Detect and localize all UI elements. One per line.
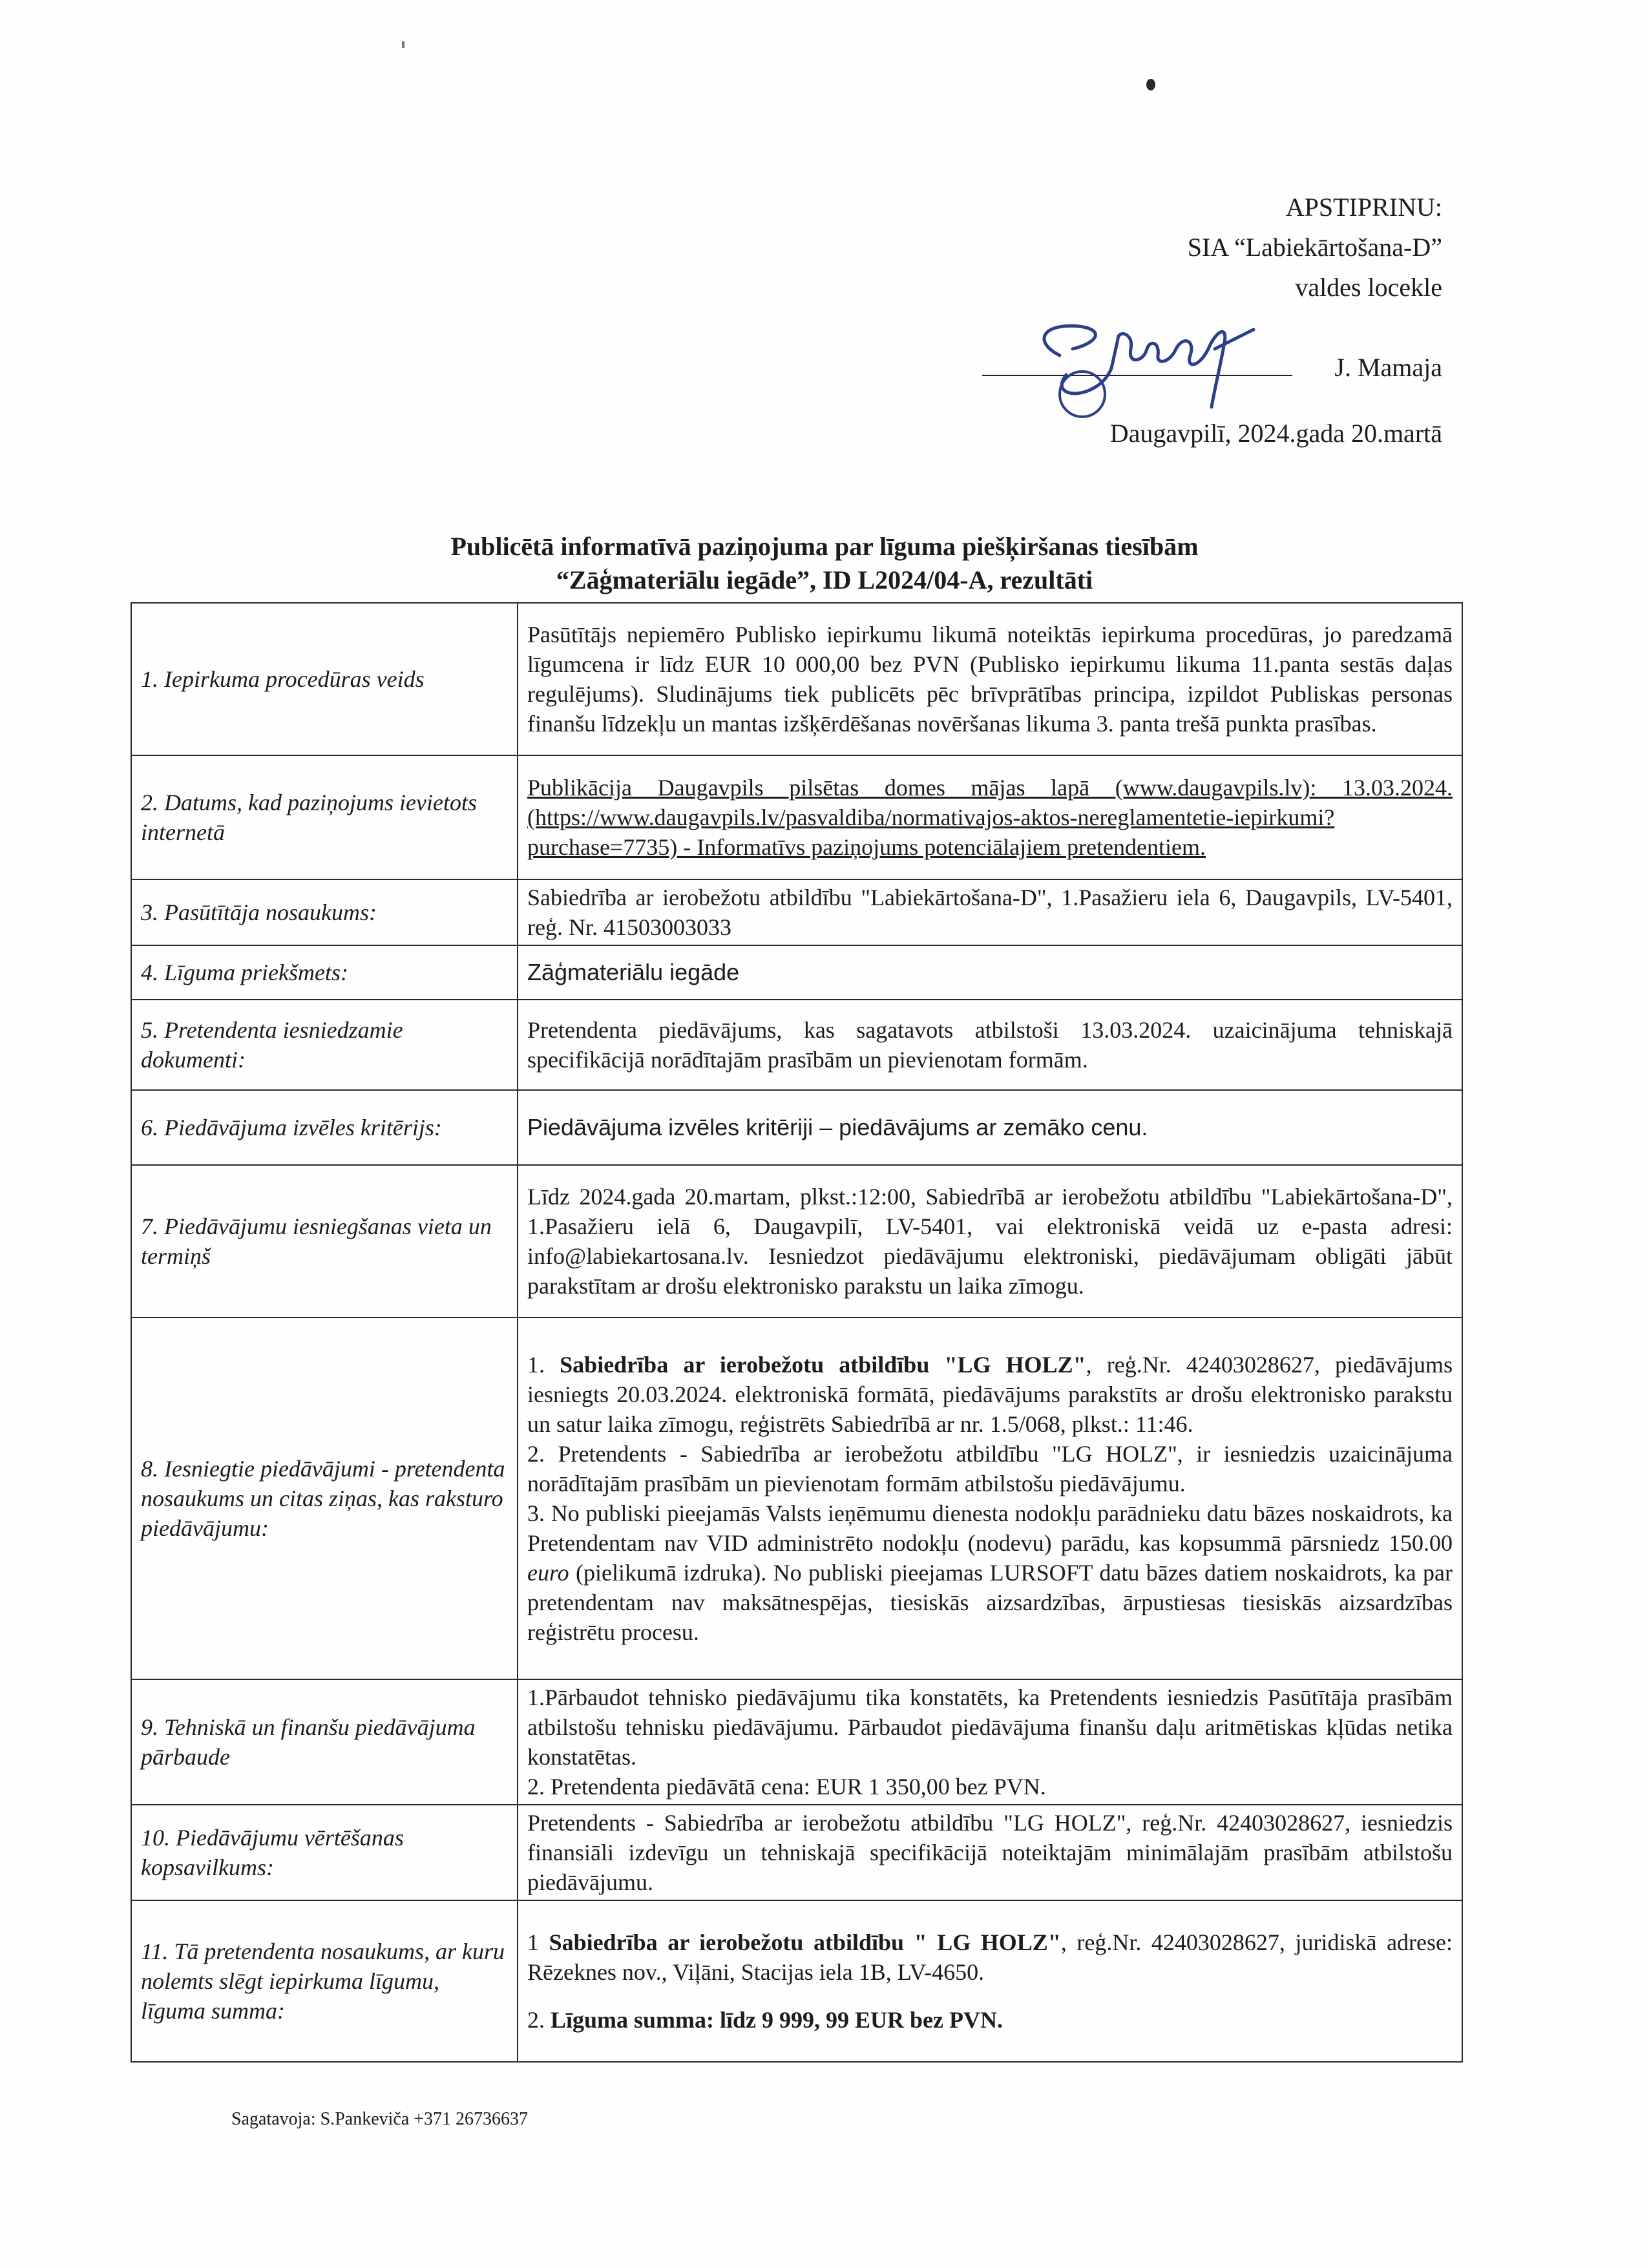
title-line-1: Publicētā informatīvā paziņojuma par līguma piešķiršanas tiesībām	[450, 532, 1199, 561]
lursoft-check-text: (pielikumā izdruka). No publiski pieejamas LURSOFT datu bāzes datiem noskaidrots, ka par pretendentam nav maksātnespējas, tiesiskās aizsardzības, ārpustiesas tiesiskās aizsardzības reģistrētu procesu.	[527, 1560, 1453, 1645]
signer-name: J. Mamaja	[1334, 353, 1442, 382]
ink-dot	[1146, 79, 1155, 90]
row-value: Piedāvājuma izvēles kritēriji – piedāvājums ar zemāko cenu.	[518, 1090, 1462, 1165]
row-value	[518, 1900, 1462, 2062]
scan-speck	[402, 41, 404, 48]
winner-paragraph	[527, 1927, 1453, 1987]
row-value: Līdz 2024.gada 20.martam, plkst.:12:00, Sabiedrībā ar ierobežotu atbildību "Labiekārtošana-D", 1.Pasažieru ielā 6, Daugavpilī, LV-5401, vai elektroniskā veidā uz e-pasta adresi: info@labiekartosana.lv. Iesniedzot piedāvājumu elektroniski, piedāvājumam obligāti jābūt parakstītam ar drošu elektronisko parakstu un laika zīmogu.	[518, 1165, 1462, 1318]
prepared-by: Sagatavoja: S.Pankeviča +371 26736637	[231, 2109, 529, 2129]
row-label: 4. Līguma priekšmets:	[131, 945, 518, 1000]
results-table	[131, 602, 1463, 2063]
table-row	[131, 1090, 1462, 1165]
row-label: 2. Datums, kad paziņojums ievietots internetā	[131, 755, 518, 879]
check-paragraph-1: 1.Pārbaudot tehnisko piedāvājumu tika konstatēts, ka Pretendents iesniedzis Pasūtītāja prasībām atbilstošu tehnisku piedāvājumu. Pārbaudot piedāvājuma finanšu daļu aritmētiskas kļūdas netika konstatētas.	[527, 1685, 1453, 1770]
handwritten-signature	[1021, 304, 1305, 420]
approval-position: valdes locekle	[1295, 273, 1442, 302]
approval-heading: APSTIPRINU:	[1285, 193, 1442, 222]
item-number: 1	[527, 1929, 549, 1955]
row-label: 10. Piedāvājumu vērtēšanas kopsavilkums:	[131, 1805, 518, 1900]
row-value: Pasūtītājs nepiemēro Publisko iepirkumu likumā noteiktās iepirkuma procedūras, jo paredzamā līgumcena ir līdz EUR 10 000,00 bez PVN (Publisko iepirkumu likuma 11.panta sestās daļas regulējums). Sludinājums tiek publicēts pēc brīvprātības principa, izpildot Publiskas personas finanšu līdzekļu un mantas izšķērdēšanas novēršanas likuma 3. panta trešā punkta prasības.	[518, 603, 1462, 755]
row-label: 5. Pretendenta iesniedzamie dokumenti:	[131, 1000, 518, 1090]
offer-paragraph-3	[527, 1498, 1453, 1647]
table-row	[131, 1165, 1462, 1318]
row-label: 1. Iepirkuma procedūras veids	[131, 603, 518, 755]
row-value	[518, 1679, 1462, 1805]
item-number: 1.	[527, 1352, 545, 1378]
check-paragraph-2: 2. Pretendenta piedāvātā cena: EUR 1 350,00 bez PVN.	[527, 1774, 1046, 1800]
winner-name: Sabiedrība ar ierobežotu atbildību " LG HOLZ"	[549, 1929, 1061, 1955]
row-value	[518, 1318, 1462, 1679]
offer-paragraph-1	[527, 1350, 1453, 1439]
row-label: 3. Pasūtītāja nosaukums:	[131, 879, 518, 945]
document-title	[0, 530, 1649, 597]
row-label: 9. Tehniskā un finanšu piedāvājuma pārbaude	[131, 1679, 518, 1805]
row-value: Publikācija Daugavpils pilsētas domes mājas lapā (www.daugavpils.lv): 13.03.2024. (https://www.daugavpils.lv/pasvaldiba/normativajos-aktos-nereglamentetie-iepirkumi?purchase=7735) - Informatīvs paziņojums potenciālajiem pretendentiem.	[518, 755, 1462, 879]
table-row	[131, 1900, 1462, 2062]
table-row	[131, 1000, 1462, 1090]
table-row	[131, 1805, 1462, 1900]
table-row	[131, 879, 1462, 945]
offer-details: , reģ.Nr. 42403028627, piedāvājums iesniegts 20.03.2024. elektroniskā formātā, piedāvājums parakstīts ar drošu elektronisko parakstu un satur laika zīmogu, reģistrēts Sabiedrībā ar nr. 1.5/068, plkst.: 11:46.	[527, 1352, 1453, 1437]
winner-details: , reģ.Nr. 42403028627, juridiskā adrese: Rēzeknes nov., Viļāni, Stacijas iela 1B, LV-4650.	[527, 1929, 1453, 1985]
table-row	[131, 1318, 1462, 1679]
row-value: Zāģmateriālu iegāde	[518, 945, 1462, 1000]
currency-word: euro	[527, 1560, 569, 1586]
row-label: 8. Iesniegtie piedāvājumi - pretendenta nosaukums un citas ziņas, kas raksturo piedāvājumu:	[131, 1318, 518, 1679]
approval-org: SIA “Labiekārtošana-D”	[1187, 233, 1442, 262]
title-line-2: “Zāģmateriālu iegāde”, ID L2024/04-A, rezultāti	[556, 565, 1093, 594]
table-row	[131, 945, 1462, 1000]
offer-paragraph-2: 2. Pretendents - Sabiedrība ar ierobežotu atbildību "LG HOLZ", ir iesniedzis uzaicinājuma norādītajām prasībām un pievienotam formām atbilstošu piedāvājumu.	[527, 1441, 1453, 1496]
signature-row	[982, 330, 1442, 388]
item-number: 2.	[527, 2007, 551, 2033]
contract-sum: Līguma summa: līdz 9 999, 99 EUR bez PVN.	[551, 2007, 1003, 2033]
tax-check-text: 3. No publiski pieejamās Valsts ieņēmumu dienesta nodokļu parādnieku datu bāzes noskaidrots, ka Pretendentam nav VID administrēto nodokļu (nodevu) parādu, kas kopsummā pārsniedz 150.00	[527, 1500, 1453, 1556]
bidder-name: Sabiedrība ar ierobežotu atbildību "LG HOLZ"	[560, 1352, 1086, 1378]
row-label: 11. Tā pretendenta nosaukums, ar kuru nolemts slēgt iepirkuma līgumu, līguma summa:	[131, 1900, 518, 2062]
table-row	[131, 755, 1462, 879]
table-row	[131, 603, 1462, 755]
row-label: 7. Piedāvājumu iesniegšanas vieta un termiņš	[131, 1165, 518, 1318]
row-value: Pretendents - Sabiedrība ar ierobežotu atbildību "LG HOLZ", reģ.Nr. 42403028627, iesniedzis finansiāli izdevīgu un tehniskajā specifikācijā noteiktajām minimālajām prasībām atbilstošu piedāvājumu.	[518, 1805, 1462, 1900]
place-date: Daugavpilī, 2024.gada 20.martā	[1109, 419, 1442, 448]
approval-block	[1188, 187, 1442, 308]
contract-sum-paragraph	[527, 2005, 1453, 2035]
table-row	[131, 1679, 1462, 1805]
row-label: 6. Piedāvājuma izvēles kritērijs:	[131, 1090, 518, 1165]
row-value: Pretendenta piedāvājums, kas sagatavots atbilstoši 13.03.2024. uzaicinājuma tehniskajā specifikācijā norādītajām prasībām un pievienotam formām.	[518, 1000, 1462, 1090]
row-value: Sabiedrība ar ierobežotu atbildību "Labiekārtošana-D", 1.Pasažieru iela 6, Daugavpils, LV-5401, reģ. Nr. 41503003033	[518, 879, 1462, 945]
